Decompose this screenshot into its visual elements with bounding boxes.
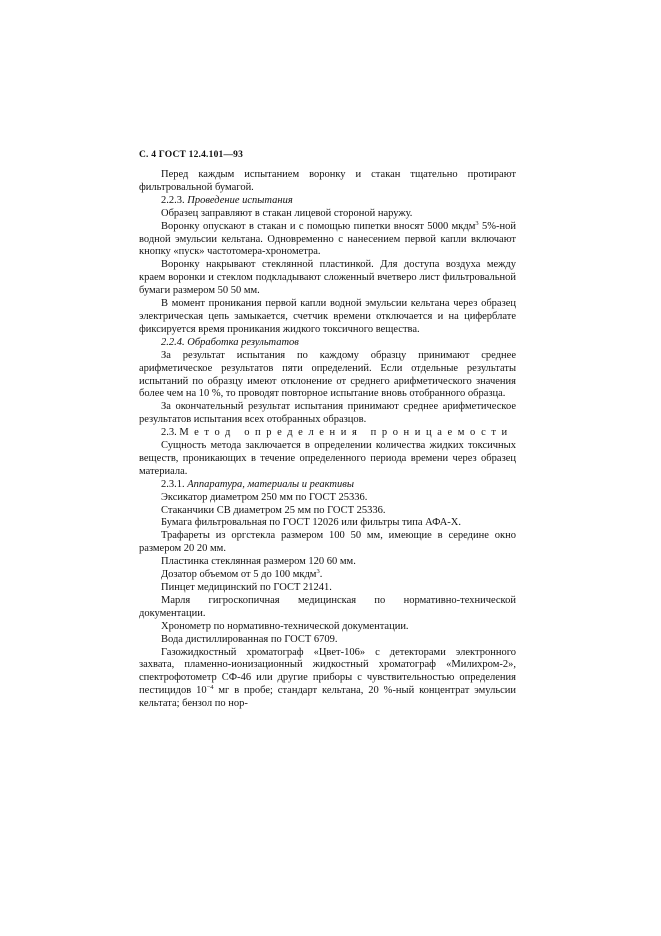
paragraph-text: Воронку накрывают стеклянной пластинкой. Для доступа воздуха между краем воронки и стеклом подкладывают сложенный вчетверо лист фильтровальной бумаги размером 50 50 мм. bbox=[139, 259, 516, 297]
list-item bbox=[139, 621, 516, 634]
list-item bbox=[139, 569, 516, 582]
section-title: Аппаратура, материалы и реактивы bbox=[187, 478, 354, 490]
paragraph-text: Хронометр по нормативно-технической документации. bbox=[161, 620, 409, 632]
list-item bbox=[139, 530, 516, 556]
list-item bbox=[139, 582, 516, 595]
section-title: Проведение испытания bbox=[187, 194, 293, 206]
paragraph-text: В момент проникания первой капли водной эмульсии кельтана через образец электрическая цепь замыкается, счетчик времени отключается и на циферблате фиксируется время проникания жидкого токсичного вещества. bbox=[139, 298, 516, 335]
paragraph-text: За результат испытания по каждому образцу принимают среднее арифметическое результатов пяти определений. Если отдельные результаты испытаний по образцу имеют отклонение от среднего арифметического значения более чем на 10 %, то проводят повторное испытание вновь отобранного образца. bbox=[139, 349, 516, 400]
paragraph-text: Марля гигроскопичная медицинская по нормативно-технической документации. bbox=[139, 594, 516, 619]
paragraph bbox=[139, 208, 516, 221]
paragraph-text: За окончательный результат испытания принимают среднее арифметическое результатов испытания всех отобранных образцов. bbox=[139, 401, 516, 426]
document-body bbox=[139, 169, 516, 711]
paragraph-text: Образец заправляют в стакан лицевой стороной наружу. bbox=[161, 207, 413, 219]
section-number: 2.3. bbox=[161, 427, 177, 439]
list-item bbox=[139, 556, 516, 569]
list-item bbox=[139, 595, 516, 621]
section-heading-2-3-1 bbox=[139, 479, 516, 492]
section-heading-2-3 bbox=[139, 427, 516, 440]
section-heading-2-2-4: 2.2.4. Обработка результатов bbox=[161, 336, 299, 348]
paragraph-text: Вода дистиллированная по ГОСТ 6709. bbox=[161, 633, 338, 645]
paragraph bbox=[139, 259, 516, 298]
paragraph-text: Эксикатор диаметром 250 мм по ГОСТ 25336. bbox=[161, 491, 368, 503]
list-item bbox=[139, 647, 516, 712]
page-header: С. 4 ГОСТ 12.4.101—93 bbox=[139, 150, 244, 160]
paragraph-text: мг в пробе; стандарт кельтана, 20 %-ный концентрат эмульсии кельтата; бензол по нор- bbox=[139, 685, 517, 710]
paragraph-text: Трафареты из оргстекла размером 100 50 мм, имеющие в середине окно размером 20 20 мм. bbox=[139, 530, 516, 555]
paragraph-text: Воронку опускают в стакан и с помощью пипетки вносят 5000 мкдм bbox=[161, 220, 476, 232]
paragraph bbox=[139, 350, 516, 402]
list-item bbox=[139, 505, 516, 518]
paragraph-text: Бумага фильтровальная по ГОСТ 12026 или фильтры типа АФА-Х. bbox=[161, 517, 461, 529]
paragraph bbox=[139, 440, 516, 479]
paragraph bbox=[139, 401, 516, 427]
section-number: 2.2.3. bbox=[161, 194, 185, 206]
paragraph bbox=[139, 221, 516, 260]
paragraph-text: Газожидкостный хроматограф «Цвет-106» с детекторами электронного захвата, пламенно-ионизационный жидкостный хроматограф «Милихром-2», спектрофотометр СФ-46 или другие приборы с чувствительностью определения пестицидов 10 bbox=[139, 646, 516, 697]
section-number: 2.3.1. bbox=[161, 478, 185, 490]
superscript: 3 bbox=[316, 568, 320, 576]
paragraph-text: Стаканчики СВ диаметром 25 мм по ГОСТ 25336. bbox=[161, 504, 386, 516]
section-heading-2-2-3 bbox=[139, 195, 516, 208]
paragraph-text: Перед каждым испытанием воронку и стакан тщательно протирают фильтровальной бумагой. bbox=[139, 169, 516, 193]
list-item bbox=[139, 634, 516, 647]
paragraph-text: Сущность метода заключается в определении количества жидких токсичных веществ, проникающих в течение определенного периода времени через образец материала. bbox=[139, 440, 516, 477]
paragraph bbox=[139, 169, 516, 195]
superscript: −4 bbox=[206, 684, 214, 692]
superscript: 3 bbox=[475, 219, 479, 227]
paragraph-text: Дозатор объемом от 5 до 100 мкдм bbox=[161, 569, 317, 581]
paragraph-text: Пинцет медицинский по ГОСТ 21241. bbox=[161, 582, 332, 593]
list-item bbox=[139, 517, 516, 530]
paragraph-text: . bbox=[319, 569, 323, 581]
paragraph-text: Пластинка стеклянная размером 120 60 мм. bbox=[161, 556, 356, 568]
section-title: Метод определения проницаемости bbox=[179, 427, 513, 439]
list-item bbox=[139, 492, 516, 505]
paragraph bbox=[139, 298, 516, 337]
paragraph-text: 5%-ной водной эмульсии кельтана. Одновременно с нанесением первой капли включают кнопку «пуск» частотомера-хронометра. bbox=[139, 220, 517, 258]
